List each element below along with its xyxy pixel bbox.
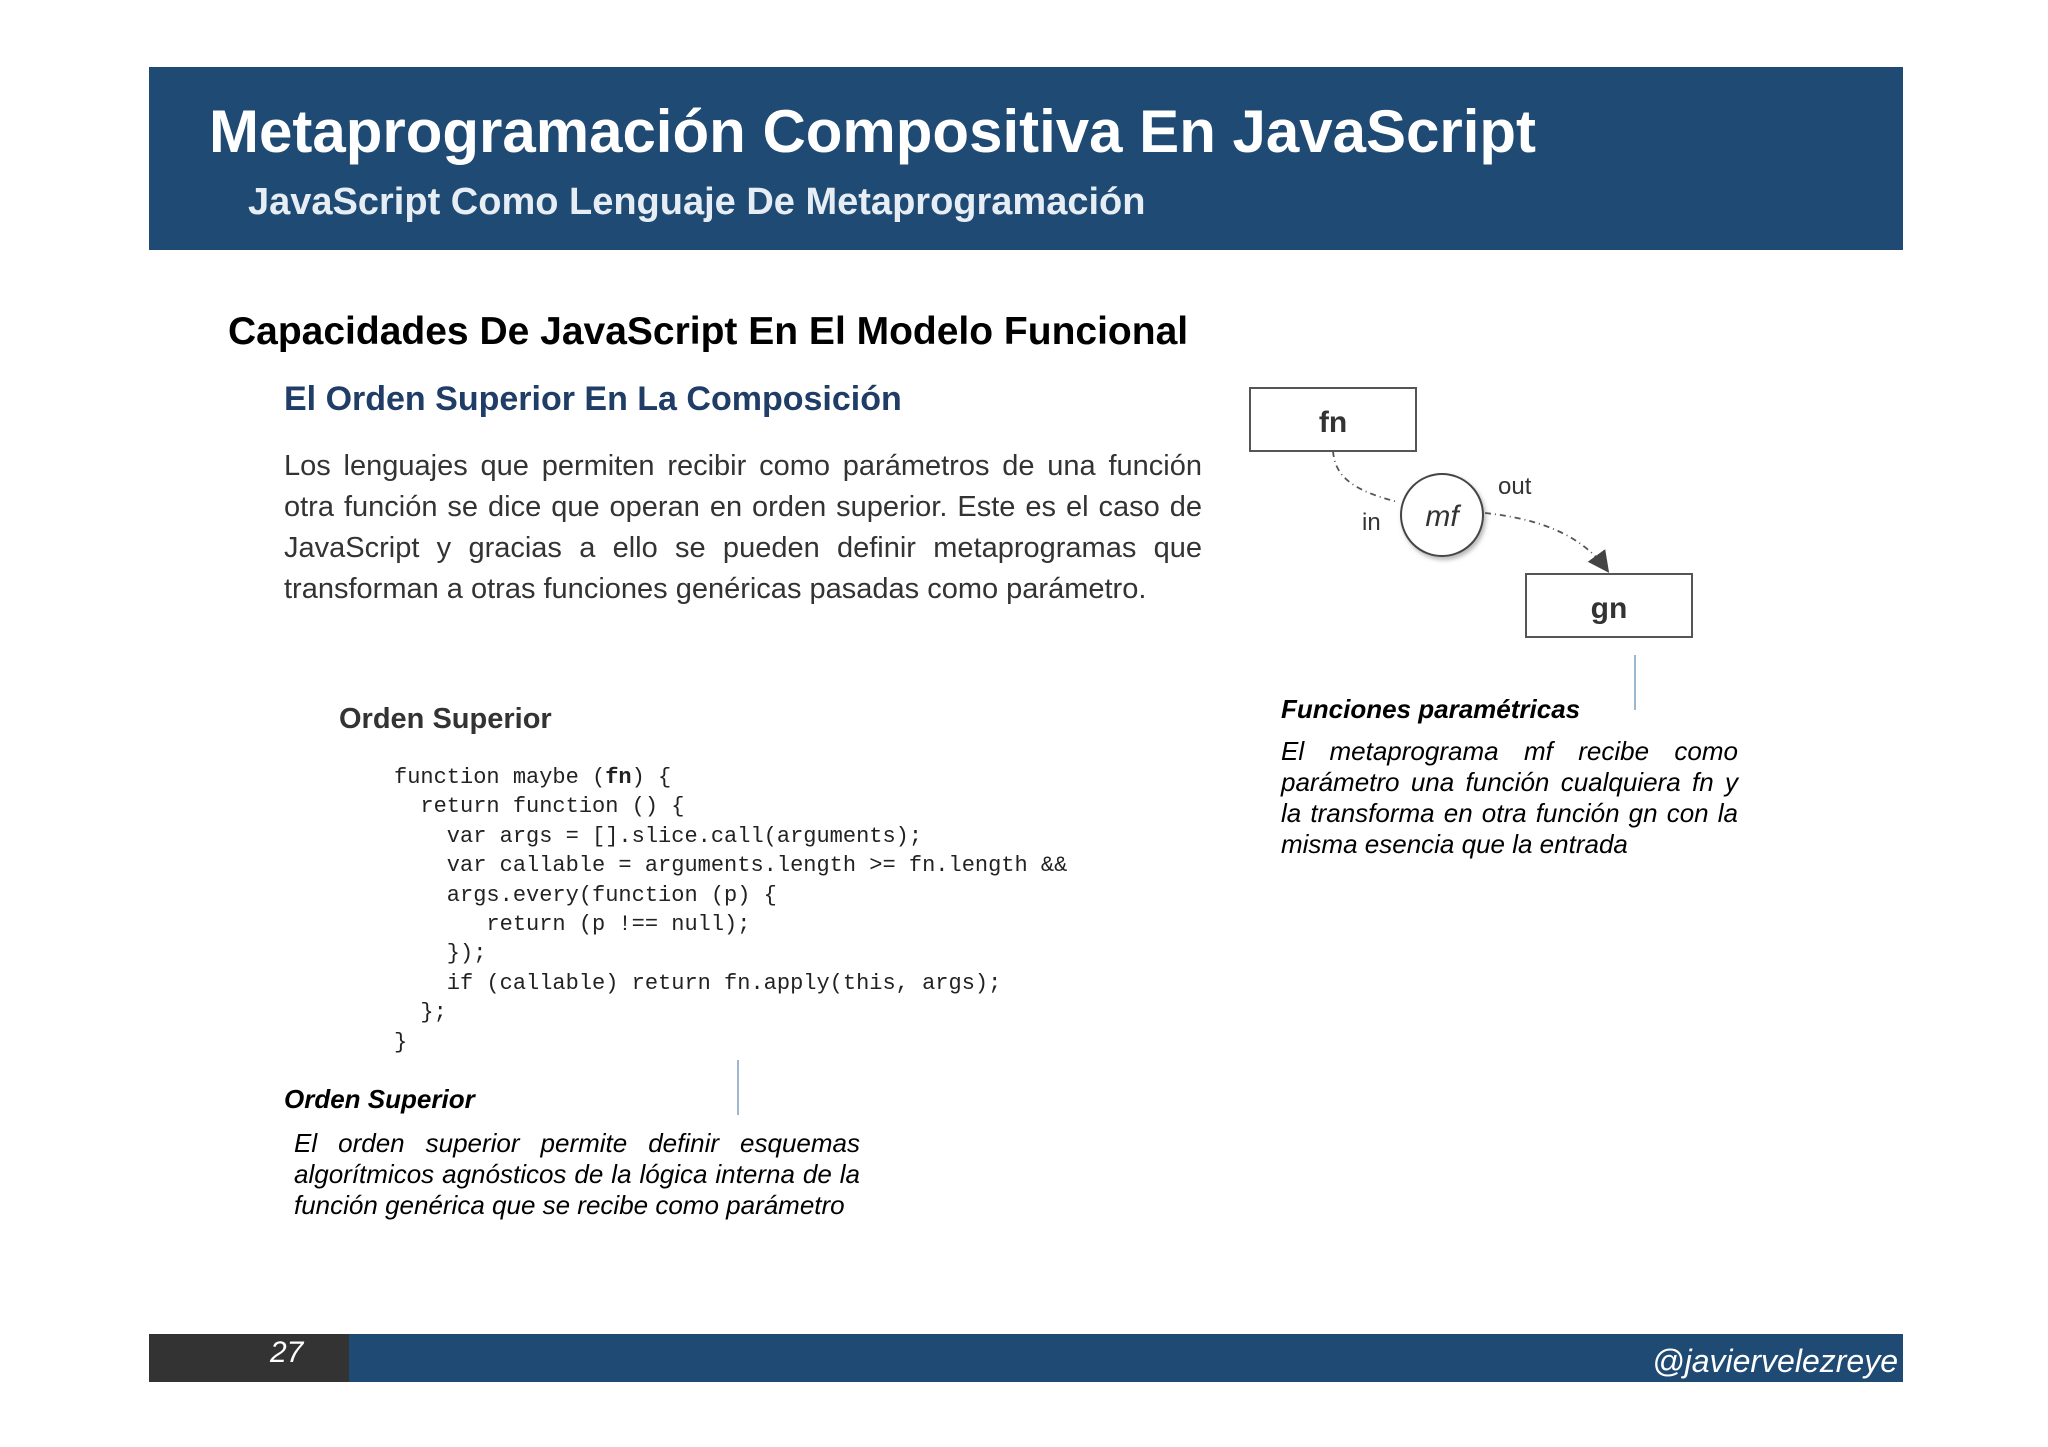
slide-header	[149, 67, 1903, 250]
code-block	[394, 763, 1067, 1057]
note-left-title: Orden Superior	[284, 1084, 475, 1114]
section-title: Capacidades De JavaScript En El Modelo Funcional	[228, 310, 1189, 353]
code-line: }	[394, 1029, 408, 1055]
composition-diagram	[1240, 380, 1720, 650]
out-connector	[1485, 513, 1607, 570]
body-paragraph: Los lenguajes que permiten recibir como parámetros de una función otra función se dice que operan en orden superior. Este es el caso de JavaScript y gracias a ello se pueden definir metaprogramas que transforman a otras funciones genéricas pasadas como parámetro.	[284, 450, 1202, 605]
out-label: out	[1498, 473, 1532, 500]
author-handle: @javiervelezreye	[1652, 1343, 1898, 1379]
code-block-title: Orden Superior	[339, 703, 552, 735]
code-line: return (p !== null);	[394, 911, 751, 937]
fn-box-label: fn	[1318, 406, 1348, 439]
section-subtitle: El Orden Superior En La Composición	[284, 380, 902, 418]
code-line: if (callable) return fn.apply(this, args);	[394, 970, 1002, 996]
note-right-text: El metaprograma mf recibe como parámetro una función cualquiera fn y la transforma en otra función gn con la misma esencia que la entrada	[1281, 736, 1738, 859]
code-line: return function () {	[394, 794, 685, 820]
in-label: in	[1362, 509, 1381, 536]
footer-page-number-box	[149, 1334, 349, 1382]
page-number: 27	[270, 1336, 304, 1369]
code-line: args.every(function (p) {	[394, 882, 777, 908]
note-left-text: El orden superior permite definir esquemas algorítmicos agnósticos de la lógica interna de la función genérica que se recibe como parámetro	[294, 1128, 860, 1220]
slide-subtitle: JavaScript Como Lenguaje De Metaprogramación	[248, 181, 1146, 223]
code-line: function maybe (fn) {	[394, 765, 672, 790]
mf-node-label: mf	[1425, 500, 1459, 533]
code-line: };	[394, 1000, 447, 1026]
code-line: var callable = arguments.length >= fn.length &&	[394, 853, 1068, 879]
note-connector-line	[1634, 655, 1636, 710]
gn-box-label: gn	[1590, 592, 1628, 625]
in-connector	[1333, 451, 1398, 502]
code-line: });	[394, 941, 487, 967]
note-connector-line	[737, 1060, 739, 1115]
note-right-title: Funciones paramétricas	[1281, 694, 1581, 724]
code-line: var args = [].slice.call(arguments);	[394, 823, 923, 849]
slide-title: Metaprogramación Compositiva En JavaScript	[209, 98, 1537, 165]
